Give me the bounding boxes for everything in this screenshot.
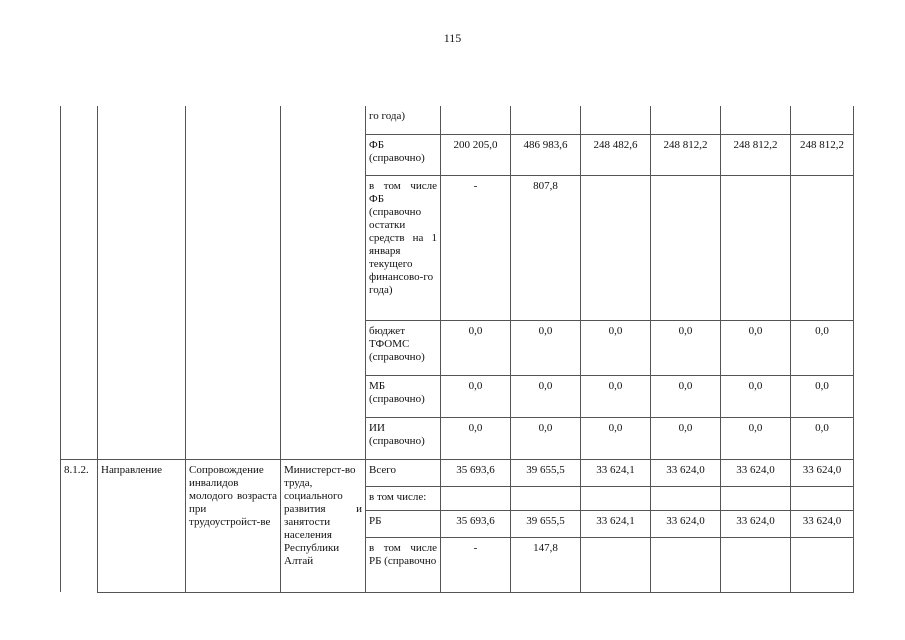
value-cell	[721, 106, 791, 134]
source-cell: ФБ (справочно)	[366, 134, 441, 175]
source-cell: го года)	[366, 106, 441, 134]
value-cell	[651, 106, 721, 134]
value-cell	[651, 175, 721, 320]
value-cell: 0,0	[651, 320, 721, 375]
value-cell: 248 812,2	[721, 134, 791, 175]
page-number: 115	[443, 31, 462, 45]
value-cell: 0,0	[511, 417, 581, 459]
value-cell: 33 624,0	[791, 459, 854, 486]
item-type: Направление	[98, 459, 186, 592]
value-cell: 33 624,0	[651, 510, 721, 537]
value-cell	[581, 106, 651, 134]
value-cell: 0,0	[721, 320, 791, 375]
table-row	[61, 459, 854, 486]
value-cell	[651, 537, 721, 592]
item-executor: Министерст-во труда, социального развития и занятости населения Республики Алтай	[281, 459, 366, 592]
value-cell: 0,0	[441, 320, 511, 375]
source-cell: бюджет ТФОМС (справочно)	[366, 320, 441, 375]
value-cell: 35 693,6	[441, 459, 511, 486]
value-cell: 33 624,0	[721, 510, 791, 537]
value-cell: 0,0	[721, 375, 791, 417]
value-cell	[441, 486, 511, 510]
value-cell	[791, 537, 854, 592]
value-cell: 0,0	[721, 417, 791, 459]
value-cell: 248 482,6	[581, 134, 651, 175]
value-cell: 0,0	[581, 320, 651, 375]
value-cell	[791, 486, 854, 510]
value-cell: 0,0	[511, 375, 581, 417]
table-row	[61, 106, 854, 134]
value-cell	[581, 537, 651, 592]
value-cell	[581, 175, 651, 320]
value-cell	[791, 175, 854, 320]
cont-number-cell	[61, 106, 98, 459]
value-cell: 147,8	[511, 537, 581, 592]
cont-executor-cell	[281, 106, 366, 459]
value-cell: 33 624,1	[581, 510, 651, 537]
source-cell: в том числе РБ (справочно	[366, 537, 441, 592]
source-cell: в том числе:	[366, 486, 441, 510]
source-cell: РБ	[366, 510, 441, 537]
value-cell: 0,0	[441, 417, 511, 459]
value-cell: 33 624,1	[581, 459, 651, 486]
value-cell: 248 812,2	[651, 134, 721, 175]
source-cell: Всего	[366, 459, 441, 486]
value-cell: 0,0	[581, 417, 651, 459]
value-cell	[721, 486, 791, 510]
value-cell: 33 624,0	[791, 510, 854, 537]
value-cell: 807,8	[511, 175, 581, 320]
value-cell: 486 983,6	[511, 134, 581, 175]
value-cell: 35 693,6	[441, 510, 511, 537]
value-cell	[581, 486, 651, 510]
value-cell	[441, 106, 511, 134]
budget-table	[60, 106, 854, 593]
value-cell	[511, 486, 581, 510]
value-cell: 0,0	[791, 320, 854, 375]
value-cell: -	[441, 175, 511, 320]
value-cell: 0,0	[651, 417, 721, 459]
item-name: Сопровождение инвалидов молодого возраста при трудоустройст-ве	[186, 459, 281, 592]
value-cell	[791, 106, 854, 134]
item-number: 8.1.2.	[61, 459, 98, 592]
value-cell: 0,0	[511, 320, 581, 375]
cont-name-cell	[186, 106, 281, 459]
source-cell: МБ (справочно)	[366, 375, 441, 417]
value-cell: 0,0	[791, 417, 854, 459]
value-cell	[651, 486, 721, 510]
value-cell: 0,0	[581, 375, 651, 417]
value-cell: 0,0	[791, 375, 854, 417]
value-cell: 33 624,0	[651, 459, 721, 486]
value-cell: 200 205,0	[441, 134, 511, 175]
value-cell	[721, 175, 791, 320]
value-cell: 248 812,2	[791, 134, 854, 175]
value-cell	[511, 106, 581, 134]
cont-type-cell	[98, 106, 186, 459]
value-cell: 0,0	[651, 375, 721, 417]
value-cell: -	[441, 537, 511, 592]
value-cell: 33 624,0	[721, 459, 791, 486]
value-cell: 39 655,5	[511, 510, 581, 537]
value-cell: 0,0	[441, 375, 511, 417]
source-cell: в том числе ФБ (справочно остатки средств на 1 января текущего финансово-го года)	[366, 175, 441, 320]
value-cell	[721, 537, 791, 592]
value-cell: 39 655,5	[511, 459, 581, 486]
source-cell: ИИ (справочно)	[366, 417, 441, 459]
